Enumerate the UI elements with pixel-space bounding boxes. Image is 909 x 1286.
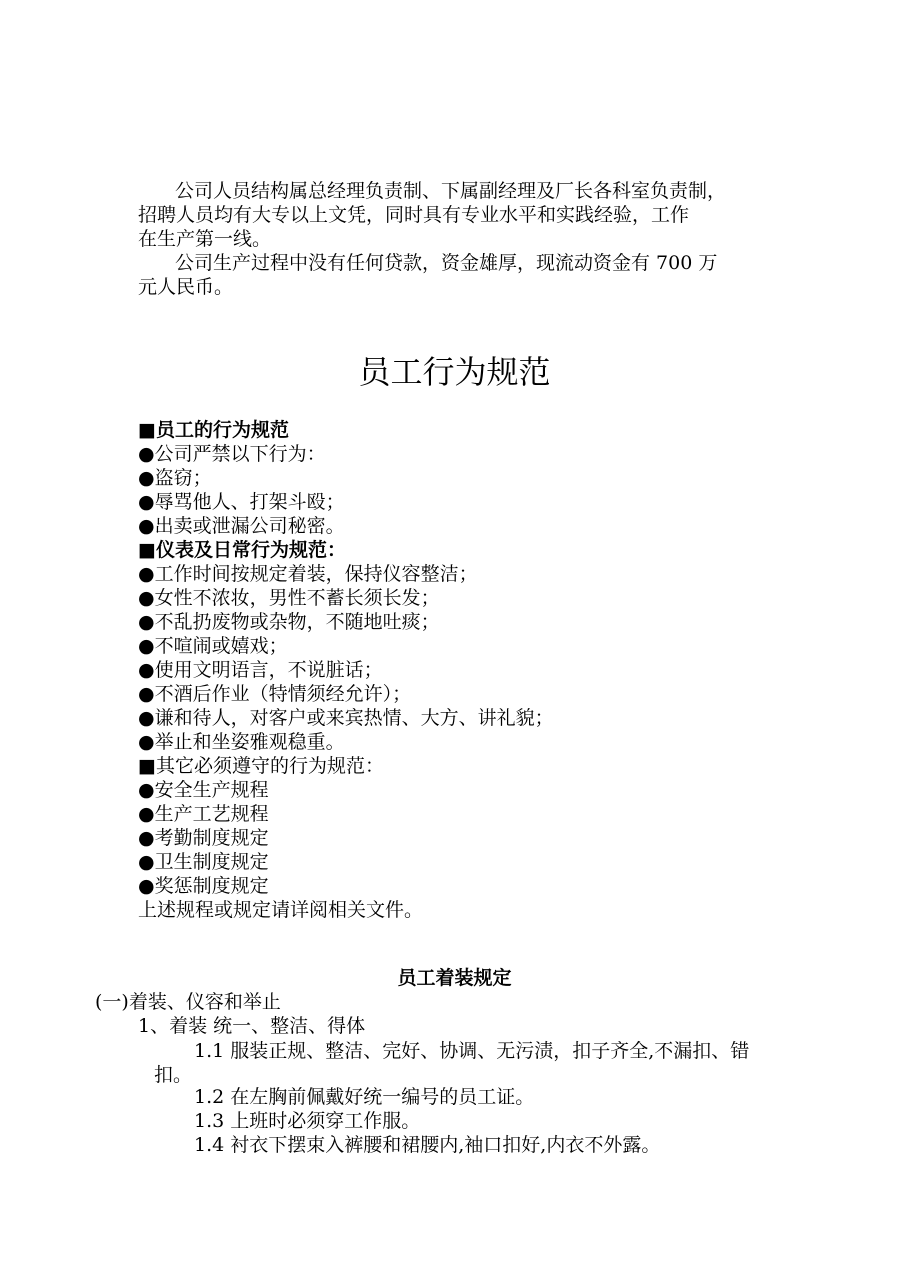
dress-item-1-1-line-2: 扣。 (154, 1064, 193, 1086)
dress-title: 员工着装规定 (397, 967, 512, 989)
intro-paragraph-1-line-3: 在生产第一线。 (138, 228, 272, 250)
conduct-section-3-item: ●卫生制度规定 (138, 851, 269, 873)
conduct-section-1-item: ●盗窃； (138, 467, 212, 489)
conduct-closing-note: 上述规程或规定请详阅相关文件。 (138, 899, 424, 921)
conduct-section-3-item: ●安全生产规程 (138, 779, 269, 801)
conduct-section-1-item: ●出卖或泄漏公司秘密。 (138, 515, 345, 537)
conduct-section-2-item: ●谦和待人，对客户或来宾热情、大方、讲礼貌； (138, 707, 554, 729)
dress-item-1-2: 1.2 在左胸前佩戴好统一编号的员工证。 (194, 1086, 535, 1108)
intro-paragraph-1-line-1: 公司人员结构属总经理负责制、下属副经理及厂长各科室负责制， (175, 180, 727, 202)
conduct-section-1-heading: ■员工的行为规范 (138, 419, 289, 441)
conduct-section-3-item: ●生产工艺规程 (138, 803, 269, 825)
conduct-section-1-item: ●辱骂他人、打架斗殴； (138, 491, 345, 513)
conduct-section-3-heading: ■其它必须遵守的行为规范： (138, 755, 384, 777)
dress-section-heading: (一)着装、仪容和举止 (95, 991, 281, 1013)
dress-item-1-3: 1.3 上班时必须穿工作服。 (194, 1110, 421, 1132)
conduct-section-2-item: ●举止和坐姿雅观稳重。 (138, 731, 345, 753)
conduct-title: 员工行为规范 (358, 353, 551, 391)
conduct-section-2-item: ●不乱扔废物或杂物，不随地吐痰； (138, 611, 440, 633)
conduct-section-3-item: ●考勤制度规定 (138, 827, 269, 849)
dress-item-1-4: 1.4 衬衣下摆束入裤腰和裙腰内,袖口扣好,内衣不外露。 (194, 1134, 661, 1156)
conduct-section-1-item: ●公司严禁以下行为： (138, 443, 326, 465)
intro-paragraph-2-line-2: 元人民币。 (138, 276, 234, 298)
intro-paragraph-2-line-1: 公司生产过程中没有任何贷款，资金雄厚，现流动资金有 700 万 (175, 252, 718, 274)
conduct-section-2-item: ●使用文明语言，不说脏话； (138, 659, 383, 681)
conduct-section-3-item: ●奖惩制度规定 (138, 875, 269, 897)
conduct-section-2-item: ●工作时间按规定着装，保持仪容整洁； (138, 563, 478, 585)
dress-item-1-1-line-1: 1.1 服装正规、整洁、完好、协调、无污渍，扣子齐全,不漏扣、错 (194, 1040, 750, 1062)
intro-paragraph-1-line-2: 招聘人员均有大专以上文凭，同时具有专业水平和实践经验，工作 (138, 204, 690, 226)
conduct-section-2-item: ●不喧闹或嬉戏； (138, 635, 288, 657)
conduct-section-2-item: ●女性不浓妆，男性不蓄长须长发； (138, 587, 440, 609)
dress-item-1: 1、着装 统一、整洁、得体 (138, 1015, 366, 1037)
conduct-section-2-item: ●不酒后作业（特情须经允许）； (138, 683, 412, 705)
conduct-section-2-heading: ■仪表及日常行为规范： (138, 539, 346, 561)
